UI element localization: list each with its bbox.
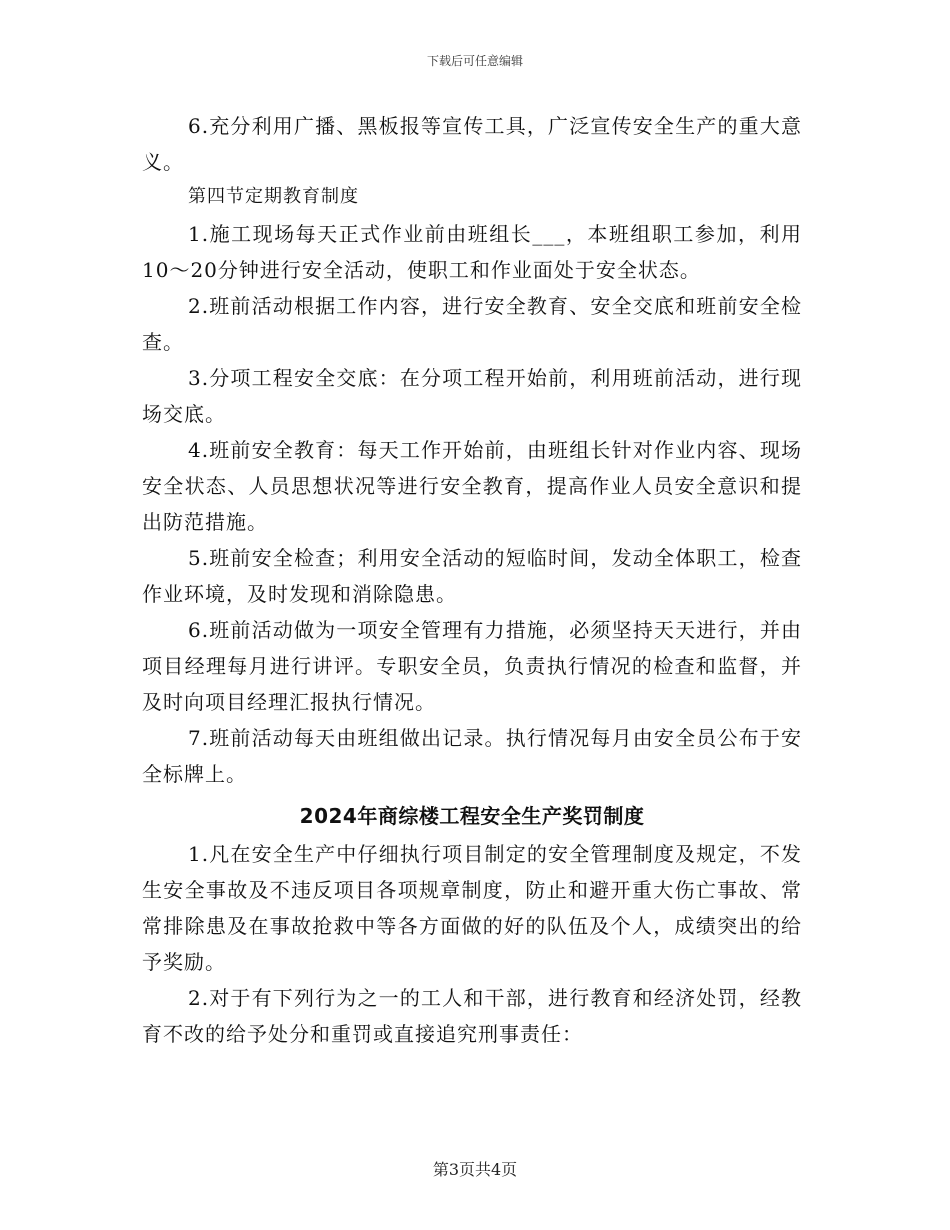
paragraph: 6.班前活动做为一项安全管理有力措施，必须坚持天天进行，并由项目经理每月进行讲评。专职安全员，负责执行情况的检查和监督，并及时向项目经理汇报执行情况。 bbox=[142, 618, 802, 714]
paragraph: 2.班前活动根据工作内容，进行安全教育、安全交底和班前安全检查。 bbox=[142, 294, 802, 354]
paragraph: 6.充分利用广播、黑板报等宣传工具，广泛宣传安全生产的重大意义。 bbox=[142, 114, 802, 174]
page-footer: 第3页共4页 bbox=[432, 1160, 518, 1179]
paragraph: 1.施工现场每天正式作业前由班组长___，本班组职工参加，利用10～20分钟进行安全活动，使职工和作业面处于安全状态。 bbox=[142, 222, 802, 282]
page-header: 下载后可任意编辑 bbox=[426, 54, 523, 68]
paragraph: 5.班前安全检查；利用安全活动的短临时间，发动全体职工，检查作业环境，及时发现和消除隐患。 bbox=[142, 546, 802, 606]
document-title: 2024年商综楼工程安全生产奖罚制度 bbox=[299, 804, 645, 828]
document-body bbox=[142, 108, 802, 1052]
section-title: 第四节定期教育制度 bbox=[188, 186, 359, 207]
paragraph: 4.班前安全教育：每天工作开始前，由班组长针对作业内容、现场安全状态、人员思想状况等进行安全教育，提高作业人员安全意识和提出防范措施。 bbox=[142, 438, 802, 534]
paragraph: 2.对于有下列行为之一的工人和干部，进行教育和经济处罚，经教育不改的给予处分和重罚或直接追究刑事责任： bbox=[142, 986, 802, 1046]
paragraph: 1.凡在安全生产中仔细执行项目制定的安全管理制度及规定，不发生安全事故及不违反项目各项规章制度，防止和避开重大伤亡事故、常常排除患及在事故抢救中等各方面做的好的队伍及个人，成绩突出的给予奖励。 bbox=[142, 842, 802, 974]
paragraph: 7.班前活动每天由班组做出记录。执行情况每月由安全员公布于安全标牌上。 bbox=[142, 726, 802, 786]
paragraph: 3.分项工程安全交底：在分项工程开始前，利用班前活动，进行现场交底。 bbox=[142, 366, 802, 426]
